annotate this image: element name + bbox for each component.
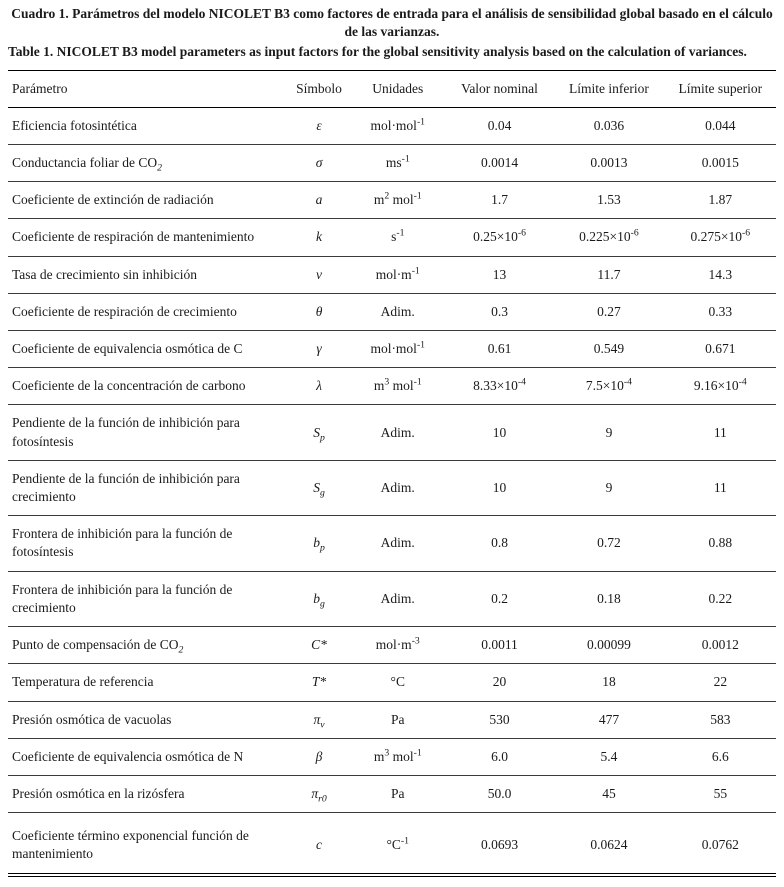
table-body — [8, 107, 776, 875]
cell-valor-nominal: $0.25\times 10^{-6}$ — [446, 219, 554, 256]
cell-limite-inferior: 18 — [553, 664, 664, 701]
cell-valor-nominal: 0.3 — [446, 293, 554, 330]
cell-parametro: Pendiente de la función de inhibición para crecimiento — [8, 460, 288, 515]
table-row — [8, 627, 776, 664]
cell-unidades: mol·mol$^{-1}$ — [350, 107, 446, 144]
table-caption-spanish: Cuadro 1. Parámetros del modelo NICOLET B3 como factores de entrada para el análisis de sensibilidad global basado en el cálculo de las varianzas. — [11, 6, 773, 39]
cell-limite-inferior: 11.7 — [553, 256, 664, 293]
table-row — [8, 571, 776, 626]
cell-simbolo: γ — [288, 330, 349, 367]
cell-limite-inferior: 0.27 — [553, 293, 664, 330]
table-row — [8, 368, 776, 405]
table-row — [8, 107, 776, 144]
cell-simbolo: c — [288, 813, 349, 875]
cell-valor-nominal: 10 — [446, 405, 554, 460]
cell-parametro: Coeficiente término exponencial función de mantenimiento — [8, 813, 288, 875]
cell-limite-superior: 14.3 — [665, 256, 776, 293]
cell-parametro: Presión osmótica de vacuolas — [8, 701, 288, 738]
cell-limite-inferior: 45 — [553, 776, 664, 813]
cell-limite-superior: 11 — [665, 405, 776, 460]
table-row — [8, 293, 776, 330]
cell-unidades: °C — [350, 664, 446, 701]
cell-limite-superior: 583 — [665, 701, 776, 738]
cell-unidades: mol·mol$^{-1}$ — [350, 330, 446, 367]
cell-limite-inferior: 0.0624 — [553, 813, 664, 875]
cell-simbolo: $\pi_{r0}$ — [288, 776, 349, 813]
table-head — [8, 70, 776, 107]
cell-limite-inferior: 0.0013 — [553, 144, 664, 181]
cell-limite-superior: 0.0012 — [665, 627, 776, 664]
cell-limite-inferior: 0.036 — [553, 107, 664, 144]
cell-unidades: Adim. — [350, 516, 446, 571]
cell-valor-nominal: $8.33\times 10^{-4}$ — [446, 368, 554, 405]
cell-limite-superior: 1.87 — [665, 182, 776, 219]
cell-unidades: $s^{-1}$ — [350, 219, 446, 256]
table-row — [8, 219, 776, 256]
cell-parametro: Coeficiente de equivalencia osmótica de C — [8, 330, 288, 367]
column-header-parametro: Parámetro — [8, 70, 288, 107]
cell-unidades: Pa — [350, 701, 446, 738]
table-row — [8, 256, 776, 293]
cell-unidades: Adim. — [350, 405, 446, 460]
cell-unidades: $mol\cdot m^{-1}$ — [350, 256, 446, 293]
cell-valor-nominal: 13 — [446, 256, 554, 293]
cell-limite-superior: 0.044 — [665, 107, 776, 144]
table-row — [8, 405, 776, 460]
cell-valor-nominal: 0.2 — [446, 571, 554, 626]
cell-parametro: Coeficiente de equivalencia osmótica de N — [8, 738, 288, 775]
column-header-limite-superior: Límite superior — [665, 70, 776, 107]
cell-simbolo: C* — [288, 627, 349, 664]
cell-valor-nominal: 10 — [446, 460, 554, 515]
cell-limite-inferior: 0.18 — [553, 571, 664, 626]
table-row — [8, 460, 776, 515]
cell-unidades: $ms^{-1}$ — [350, 144, 446, 181]
cell-limite-inferior: 5.4 — [553, 738, 664, 775]
column-header-simbolo: Símbolo — [288, 70, 349, 107]
cell-limite-inferior: 477 — [553, 701, 664, 738]
cell-simbolo: σ — [288, 144, 349, 181]
cell-simbolo: λ — [288, 368, 349, 405]
cell-simbolo: β — [288, 738, 349, 775]
cell-limite-inferior: 0.72 — [553, 516, 664, 571]
table-row — [8, 738, 776, 775]
cell-unidades: $^\circ C^{-1}$ — [350, 813, 446, 875]
cell-parametro: Coeficiente de la concentración de carbono — [8, 368, 288, 405]
cell-parametro: Frontera de inhibición para la función de crecimiento — [8, 571, 288, 626]
cell-valor-nominal: 0.0011 — [446, 627, 554, 664]
cell-parametro: Temperatura de referencia — [8, 664, 288, 701]
cell-limite-inferior: 0.549 — [553, 330, 664, 367]
cell-parametro: Coeficiente de respiración de crecimiento — [8, 293, 288, 330]
cell-limite-superior: 22 — [665, 664, 776, 701]
column-header-limite-inferior: Límite inferior — [553, 70, 664, 107]
cell-valor-nominal: 0.0014 — [446, 144, 554, 181]
cell-simbolo: ν — [288, 256, 349, 293]
cell-valor-nominal: 0.61 — [446, 330, 554, 367]
cell-limite-superior: 0.33 — [665, 293, 776, 330]
cell-parametro: Pendiente de la función de inhibición para fotosíntesis — [8, 405, 288, 460]
cell-unidades: $mol\cdot m^{-3}$ — [350, 627, 446, 664]
cell-simbolo: k — [288, 219, 349, 256]
cell-limite-inferior: 9 — [553, 405, 664, 460]
cell-simbolo: θ — [288, 293, 349, 330]
cell-valor-nominal: 6.0 — [446, 738, 554, 775]
cell-unidades: $m^3$ mol$^{-1}$ — [350, 738, 446, 775]
table-row — [8, 330, 776, 367]
cell-limite-superior: 55 — [665, 776, 776, 813]
table-row — [8, 144, 776, 181]
table-row — [8, 813, 776, 875]
table-row — [8, 516, 776, 571]
cell-valor-nominal: 0.0693 — [446, 813, 554, 875]
cell-simbolo: ε — [288, 107, 349, 144]
cell-limite-inferior: 1.53 — [553, 182, 664, 219]
table-caption-english: Table 1. NICOLET B3 model parameters as input factors for the global sensitivity analysis based on the calculation of variances. — [8, 44, 747, 60]
cell-limite-superior: 0.0762 — [665, 813, 776, 875]
cell-unidades: $m^3$ mol$^{-1}$ — [350, 368, 446, 405]
cell-simbolo: $S_g$ — [288, 460, 349, 515]
cell-parametro: Presión osmótica en la rizósfera — [8, 776, 288, 813]
cell-valor-nominal: 0.04 — [446, 107, 554, 144]
cell-parametro: Eficiencia fotosintética — [8, 107, 288, 144]
cell-limite-superior: $0.275\times 10^{-6}$ — [665, 219, 776, 256]
cell-limite-inferior: $7.5\times 10^{-4}$ — [553, 368, 664, 405]
cell-limite-superior: $9.16\times 10^{-4}$ — [665, 368, 776, 405]
cell-limite-superior: 11 — [665, 460, 776, 515]
cell-limite-inferior: 0.00099 — [553, 627, 664, 664]
cell-limite-superior: 6.6 — [665, 738, 776, 775]
cell-parametro: Coeficiente de respiración de mantenimiento — [8, 219, 288, 256]
cell-limite-inferior: 9 — [553, 460, 664, 515]
column-header-unidades: Unidades — [350, 70, 446, 107]
column-header-valor-nominal: Valor nominal — [446, 70, 554, 107]
cell-simbolo: a — [288, 182, 349, 219]
cell-simbolo: $b_p$ — [288, 516, 349, 571]
cell-unidades: Adim. — [350, 460, 446, 515]
cell-valor-nominal: 530 — [446, 701, 554, 738]
table-row — [8, 182, 776, 219]
cell-simbolo: $S_p$ — [288, 405, 349, 460]
cell-limite-inferior: $0.225\times 10^{-6}$ — [553, 219, 664, 256]
cell-valor-nominal: 0.8 — [446, 516, 554, 571]
cell-unidades: Adim. — [350, 571, 446, 626]
cell-parametro: Punto de compensación de $CO_2$ — [8, 627, 288, 664]
cell-parametro: Coeficiente de extinción de radiación — [8, 182, 288, 219]
cell-unidades: Adim. — [350, 293, 446, 330]
cell-limite-superior: 0.88 — [665, 516, 776, 571]
cell-parametro: Tasa de crecimiento sin inhibición — [8, 256, 288, 293]
table-header-row — [8, 70, 776, 107]
cell-limite-superior: 0.22 — [665, 571, 776, 626]
cell-valor-nominal: 20 — [446, 664, 554, 701]
cell-simbolo: T* — [288, 664, 349, 701]
cell-valor-nominal: 1.7 — [446, 182, 554, 219]
table-row — [8, 664, 776, 701]
cell-simbolo: $\pi_v$ — [288, 701, 349, 738]
cell-unidades: Pa — [350, 776, 446, 813]
cell-limite-superior: 0.0015 — [665, 144, 776, 181]
table-row — [8, 701, 776, 738]
parameters-table — [8, 70, 776, 877]
cell-limite-superior: 0.671 — [665, 330, 776, 367]
cell-unidades: $m^2$ mol$^{-1}$ — [350, 182, 446, 219]
cell-simbolo: $b_g$ — [288, 571, 349, 626]
cell-parametro: Conductancia foliar de $CO_2$ — [8, 144, 288, 181]
table-row — [8, 776, 776, 813]
cell-valor-nominal: 50.0 — [446, 776, 554, 813]
cell-parametro: Frontera de inhibición para la función de fotosíntesis — [8, 516, 288, 571]
